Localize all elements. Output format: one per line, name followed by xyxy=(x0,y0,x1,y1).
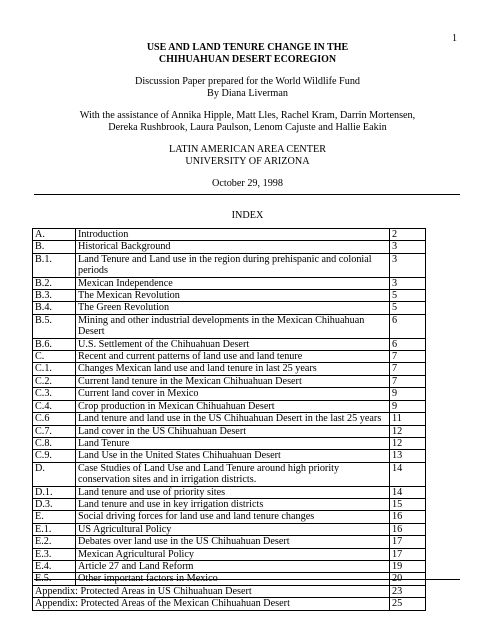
index-row xyxy=(33,314,426,338)
index-row xyxy=(33,277,426,289)
appendix-page: 23 xyxy=(390,585,426,597)
index-row xyxy=(33,338,426,350)
index-page: 6 xyxy=(390,338,426,350)
index-page: 15 xyxy=(390,498,426,510)
subtitle-line-1: Discussion Paper prepared for the World Wildlife Fund xyxy=(134,76,361,87)
index-title: Article 27 and Land Reform xyxy=(76,560,390,572)
index-title: Recent and current patterns of land use and land tenure xyxy=(76,351,390,363)
index-title: Crop production in Mexican Chihuahuan Desert xyxy=(76,400,390,412)
index-title: The Mexican Revolution xyxy=(76,290,390,302)
index-page: 7 xyxy=(390,375,426,387)
index-page: 16 xyxy=(390,523,426,535)
index-page: 13 xyxy=(390,450,426,462)
index-page: 2 xyxy=(390,229,426,241)
assistance-line-2: Dereka Rushbrook, Laura Paulson, Lenom Cajuste and Hallie Eakin xyxy=(108,121,387,133)
index-page: 12 xyxy=(390,425,426,437)
index-code: B.3. xyxy=(33,290,76,302)
title-line-2: CHIHUAHUAN DESERT ECOREGION xyxy=(158,53,337,65)
index-row xyxy=(33,229,426,241)
index-page: 19 xyxy=(390,560,426,572)
index-code: D.3. xyxy=(33,498,76,510)
index-code: C.7. xyxy=(33,425,76,437)
index-page: 6 xyxy=(390,314,426,338)
index-title: Land Use in the United States Chihuahuan Desert xyxy=(76,450,390,462)
index-page: 20 xyxy=(390,573,426,585)
index-table xyxy=(32,228,426,611)
index-code: C.3. xyxy=(33,388,76,400)
document-date: October 29, 1998 xyxy=(211,178,283,189)
index-code: E.4. xyxy=(33,560,76,572)
index-title: U.S. Settlement of the Chihuahuan Desert xyxy=(76,338,390,350)
index-row xyxy=(33,536,426,548)
index-title: Introduction xyxy=(76,229,390,241)
index-title: Land tenure and use of priority sites xyxy=(76,486,390,498)
index-title: US Agricultural Policy xyxy=(76,523,390,535)
center-line-2: UNIVERSITY OF ARIZONA xyxy=(185,155,310,167)
index-title: Current land tenure in the Mexican Chihuahuan Desert xyxy=(76,375,390,387)
index-page: 17 xyxy=(390,548,426,560)
index-code: B.1. xyxy=(33,253,76,277)
index-title: Social driving forces for land use and land tenure changes xyxy=(76,511,390,523)
index-code: B.4. xyxy=(33,302,76,314)
index-row xyxy=(33,437,426,449)
index-code: E.5. xyxy=(33,573,76,585)
index-title: Historical Background xyxy=(76,241,390,253)
index-page: 3 xyxy=(390,241,426,253)
index-page: 9 xyxy=(390,388,426,400)
index-title: Current land cover in Mexico xyxy=(76,388,390,400)
index-code: E.1. xyxy=(33,523,76,535)
index-code: B.5. xyxy=(33,314,76,338)
index-row xyxy=(33,302,426,314)
title-line-1: USE AND LAND TENURE CHANGE IN THE xyxy=(146,42,349,53)
index-page: 16 xyxy=(390,511,426,523)
index-code: C.2. xyxy=(33,375,76,387)
index-page: 11 xyxy=(390,413,426,425)
index-row xyxy=(33,400,426,412)
page-number: 1 xyxy=(452,33,457,44)
index-row xyxy=(33,425,426,437)
index-row xyxy=(33,498,426,510)
center-line-1: LATIN AMERICAN AREA CENTER xyxy=(168,144,327,155)
index-page: 5 xyxy=(390,302,426,314)
index-row xyxy=(33,290,426,302)
index-title: Changes Mexican land use and land tenure in last 25 years xyxy=(76,363,390,375)
index-title: Mining and other industrial developments in the Mexican Chihuahuan Desert xyxy=(76,314,390,338)
bottom-rule xyxy=(34,579,460,580)
appendix-page: 25 xyxy=(390,598,426,610)
index-page: 12 xyxy=(390,437,426,449)
index-row xyxy=(33,523,426,535)
subtitle-line-2: By Diana Liverman xyxy=(207,87,288,99)
index-page: 14 xyxy=(390,486,426,498)
index-page: 3 xyxy=(390,277,426,289)
index-code: C.9. xyxy=(33,450,76,462)
index-page: 14 xyxy=(390,462,426,486)
assistance-line-1: With the assistance of Annika Hipple, Matt Lles, Rachel Kram, Darrin Mortensen, xyxy=(79,110,416,121)
index-page: 9 xyxy=(390,400,426,412)
horizontal-rule xyxy=(34,194,460,195)
index-code: E.2. xyxy=(33,536,76,548)
index-code: A. xyxy=(33,229,76,241)
index-row xyxy=(33,363,426,375)
index-title: Mexican Agricultural Policy xyxy=(76,548,390,560)
index-row xyxy=(33,241,426,253)
index-code: B. xyxy=(33,241,76,253)
index-row xyxy=(33,560,426,572)
index-row xyxy=(33,253,426,277)
index-code: E. xyxy=(33,511,76,523)
appendix-row xyxy=(33,585,426,597)
index-row xyxy=(33,462,426,486)
index-code: D. xyxy=(33,462,76,486)
index-page: 7 xyxy=(390,363,426,375)
index-title: Case Studies of Land Use and Land Tenure around high priority conservation sites and in irrigation districts. xyxy=(76,462,390,486)
index-row xyxy=(33,450,426,462)
index-title: Land Tenure and Land use in the region during prehispanic and colonial periods xyxy=(76,253,390,277)
index-title: Mexican Independence xyxy=(76,277,390,289)
index-page: 3 xyxy=(390,253,426,277)
index-code: B.6. xyxy=(33,338,76,350)
index-title: INDEX xyxy=(231,210,264,221)
index-title: Land tenure and land use in the US Chihuahuan Desert in the last 25 years xyxy=(76,413,390,425)
index-code: C.6 xyxy=(33,413,76,425)
index-row xyxy=(33,548,426,560)
index-page: 7 xyxy=(390,351,426,363)
index-row xyxy=(33,351,426,363)
document-header xyxy=(0,42,495,190)
index-code: E.3. xyxy=(33,548,76,560)
index-title: The Green Revolution xyxy=(76,302,390,314)
index-code: D.1. xyxy=(33,486,76,498)
index-page: 17 xyxy=(390,536,426,548)
index-title: Debates over land use in the US Chihuahuan Desert xyxy=(76,536,390,548)
appendix-title: Appendix: Protected Areas of the Mexican Chihuahuan Desert xyxy=(33,598,390,610)
index-code: C.1. xyxy=(33,363,76,375)
index-code: B.2. xyxy=(33,277,76,289)
appendix-title: Appendix: Protected Areas in US Chihuahuan Desert xyxy=(33,585,390,597)
index-title: Land cover in the US Chihuahuan Desert xyxy=(76,425,390,437)
index-row xyxy=(33,388,426,400)
index-code: C.4. xyxy=(33,400,76,412)
index-page: 5 xyxy=(390,290,426,302)
appendix-row xyxy=(33,598,426,610)
index-row xyxy=(33,413,426,425)
index-title: Other important factors in Mexico xyxy=(76,573,390,585)
index-title: Land Tenure xyxy=(76,437,390,449)
index-row xyxy=(33,375,426,387)
index-code: C. xyxy=(33,351,76,363)
index-title: Land tenure and use in key irrigation districts xyxy=(76,498,390,510)
index-row xyxy=(33,511,426,523)
index-row xyxy=(33,486,426,498)
index-code: C.8. xyxy=(33,437,76,449)
